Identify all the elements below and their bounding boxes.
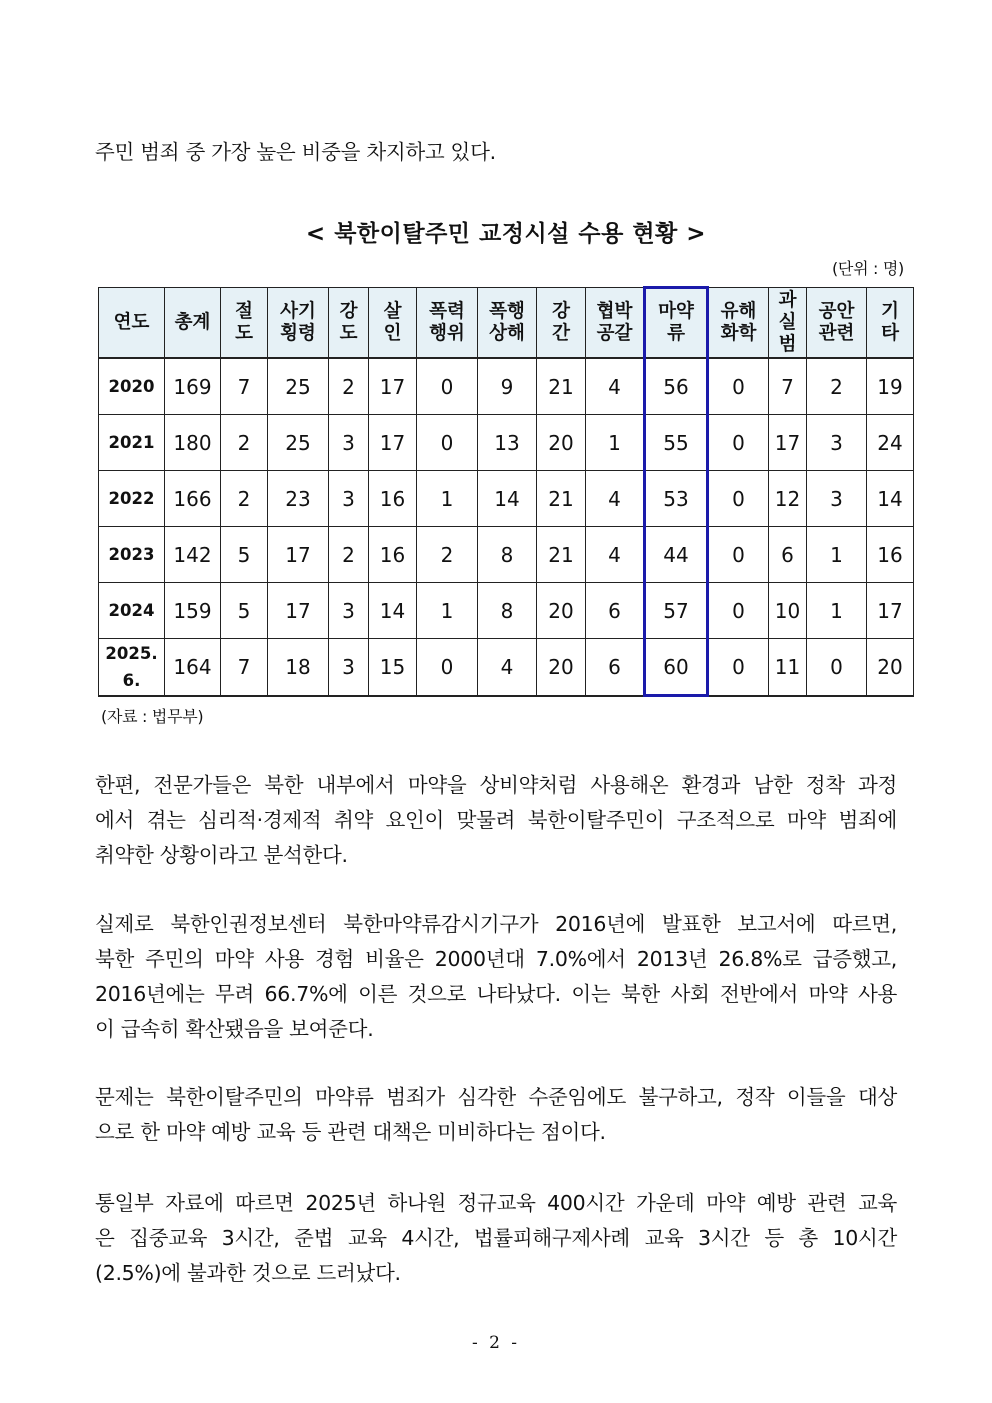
table-cell: 17 bbox=[369, 358, 417, 415]
table-cell: 3 bbox=[329, 583, 369, 639]
table-cell: 17 bbox=[867, 583, 914, 639]
table-cell: 19 bbox=[867, 358, 914, 415]
table-cell: 18 bbox=[268, 639, 329, 696]
table-cell: 9 bbox=[478, 358, 537, 415]
table-cell: 16 bbox=[369, 471, 417, 527]
table-cell: 0 bbox=[417, 639, 478, 696]
column-header bbox=[867, 288, 914, 359]
table-cell: 6 bbox=[586, 583, 645, 639]
column-header-text: 총계 bbox=[174, 311, 211, 333]
table-cell: 57 bbox=[645, 583, 708, 639]
table-cell: 55 bbox=[645, 415, 708, 471]
table-cell: 159 bbox=[165, 583, 221, 639]
column-header-text: 화학 bbox=[720, 322, 757, 344]
column-header bbox=[329, 288, 369, 359]
paragraph-line: 취약한 상황이라고 분석한다. bbox=[95, 843, 348, 867]
column-header-text: 도 bbox=[339, 322, 358, 344]
table-cell: 20 bbox=[537, 583, 586, 639]
source-note: (자료 : 법무부) bbox=[101, 707, 204, 726]
column-header bbox=[165, 288, 221, 359]
table-cell: 21 bbox=[537, 358, 586, 415]
table-cell: 5 bbox=[221, 527, 268, 583]
column-header bbox=[586, 288, 645, 359]
paragraph-education-hours bbox=[95, 1186, 897, 1291]
column-header bbox=[417, 288, 478, 359]
column-header-text: 기 bbox=[881, 300, 899, 322]
table-cell: 142 bbox=[165, 527, 221, 583]
table-cell: 25 bbox=[268, 415, 329, 471]
table-cell: 180 bbox=[165, 415, 221, 471]
table-cell: 14 bbox=[369, 583, 417, 639]
year-cell: 2025. 6. bbox=[99, 639, 165, 696]
column-header-text: 관련 bbox=[818, 322, 855, 344]
table-cell: 2 bbox=[329, 527, 369, 583]
table-cell: 14 bbox=[478, 471, 537, 527]
table-cell: 21 bbox=[537, 471, 586, 527]
table-cell: 23 bbox=[268, 471, 329, 527]
table-cell: 0 bbox=[708, 527, 769, 583]
column-header bbox=[478, 288, 537, 359]
table-cell: 2 bbox=[329, 358, 369, 415]
column-header-text: 간 bbox=[552, 322, 570, 344]
column-header-text: 상해 bbox=[489, 322, 525, 344]
paragraph-line: 북한 주민의 마약 사용 경험 비율은 2000년대 7.0%에서 2013년 26.8%로 급증했고, bbox=[95, 947, 897, 971]
inmate-statistics-table bbox=[98, 286, 914, 697]
paragraph-line: 에서 겪는 심리적·경제적 취약 요인이 맞물려 북한이탈주민이 구조적으로 마약 범죄에 bbox=[95, 808, 897, 832]
column-header-text: 타 bbox=[881, 322, 899, 344]
column-header-text: 과 bbox=[778, 289, 797, 311]
table-cell: 2 bbox=[221, 471, 268, 527]
column-header-text: 절 bbox=[235, 300, 253, 322]
column-header-text: 유해 bbox=[720, 300, 757, 322]
table-title: < 북한이탈주민 교정시설 수용 현황 > bbox=[305, 221, 707, 247]
paragraph-line: 2016년에는 무려 66.7%에 이른 것으로 나타났다. 이는 북한 사회 전반에서 마약 사용 bbox=[95, 982, 897, 1006]
table-cell: 3 bbox=[329, 471, 369, 527]
table-cell: 3 bbox=[329, 415, 369, 471]
table-cell: 2 bbox=[417, 527, 478, 583]
table-row bbox=[99, 639, 914, 696]
column-header-text: 공안 bbox=[818, 300, 855, 322]
table-cell: 6 bbox=[769, 527, 807, 583]
year-cell: 2023 bbox=[99, 527, 165, 583]
column-header bbox=[369, 288, 417, 359]
table-row bbox=[99, 471, 914, 527]
table-cell: 1 bbox=[807, 527, 867, 583]
table-cell: 8 bbox=[478, 527, 537, 583]
table-cell: 0 bbox=[708, 471, 769, 527]
unit-note: (단위 : 명) bbox=[831, 259, 904, 278]
column-header bbox=[769, 288, 807, 359]
column-header-text: 강 bbox=[552, 300, 570, 322]
table-cell: 4 bbox=[586, 527, 645, 583]
column-header-text: 행위 bbox=[429, 322, 465, 344]
table-header-row bbox=[99, 288, 914, 359]
table-cell: 169 bbox=[165, 358, 221, 415]
column-header-text: 류 bbox=[667, 323, 685, 344]
column-header bbox=[645, 288, 708, 359]
table-cell: 0 bbox=[417, 358, 478, 415]
paragraph-line: 실제로 북한인권정보센터 북한마약류감시기구가 2016년에 발표한 보고서에 따르면, bbox=[95, 912, 897, 936]
table-cell: 17 bbox=[769, 415, 807, 471]
column-header-text: 협박 bbox=[596, 300, 633, 322]
column-header-text: 폭력 bbox=[429, 300, 465, 322]
column-header bbox=[537, 288, 586, 359]
table-cell: 13 bbox=[478, 415, 537, 471]
table-cell: 5 bbox=[221, 583, 268, 639]
column-header-text: 폭행 bbox=[489, 300, 525, 322]
table-cell: 0 bbox=[807, 639, 867, 696]
intro-text: 주민 범죄 중 가장 높은 비중을 차지하고 있다. bbox=[95, 140, 496, 164]
table-cell: 7 bbox=[221, 358, 268, 415]
table-cell: 17 bbox=[268, 583, 329, 639]
table-cell: 0 bbox=[708, 415, 769, 471]
table-cell: 4 bbox=[586, 358, 645, 415]
table-cell: 15 bbox=[369, 639, 417, 696]
column-header bbox=[268, 288, 329, 359]
paragraph-experts-analysis bbox=[95, 768, 897, 873]
table-row bbox=[99, 583, 914, 639]
paragraph-line: 문제는 북한이탈주민의 마약류 범죄가 심각한 수준임에도 불구하고, 정작 이들을 대상 bbox=[95, 1085, 897, 1109]
paragraph-survey-report bbox=[95, 907, 897, 1047]
table-cell: 0 bbox=[708, 639, 769, 696]
column-header-text: 실 bbox=[778, 311, 797, 333]
table-cell: 53 bbox=[645, 471, 708, 527]
table-cell: 8 bbox=[478, 583, 537, 639]
table-cell: 56 bbox=[645, 358, 708, 415]
table-cell: 7 bbox=[769, 358, 807, 415]
table-cell: 20 bbox=[537, 415, 586, 471]
table-cell: 44 bbox=[645, 527, 708, 583]
table-cell: 17 bbox=[268, 527, 329, 583]
table-cell: 3 bbox=[807, 415, 867, 471]
table-cell: 20 bbox=[537, 639, 586, 696]
table-cell: 14 bbox=[867, 471, 914, 527]
table-cell: 0 bbox=[417, 415, 478, 471]
table-cell: 0 bbox=[708, 358, 769, 415]
table-cell: 166 bbox=[165, 471, 221, 527]
table-row bbox=[99, 358, 914, 415]
table-cell: 3 bbox=[329, 639, 369, 696]
table-cell: 20 bbox=[867, 639, 914, 696]
table-cell: 11 bbox=[769, 639, 807, 696]
column-header-text: 연도 bbox=[113, 311, 150, 333]
table-cell: 16 bbox=[867, 527, 914, 583]
column-header-text: 범 bbox=[778, 333, 797, 355]
year-cell: 2020 bbox=[99, 358, 165, 415]
column-header-text: 횡령 bbox=[280, 322, 316, 344]
table-row bbox=[99, 415, 914, 471]
year-cell: 2022 bbox=[99, 471, 165, 527]
table-cell: 2 bbox=[807, 358, 867, 415]
paragraph-line: 통일부 자료에 따르면 2025년 하나원 정규교육 400시간 가운데 마약 예방 관련 교육 bbox=[95, 1191, 897, 1215]
table-cell: 21 bbox=[537, 527, 586, 583]
column-header-text: 마약 bbox=[658, 301, 694, 322]
paragraph-line: 은 집중교육 3시간, 준법 교육 4시간, 법률피해구제사례 교육 3시간 등 총 10시간 bbox=[95, 1226, 897, 1250]
paragraph-line: 으로 한 마약 예방 교육 등 관련 대책은 미비하다는 점이다. bbox=[95, 1120, 606, 1144]
paragraph-line: (2.5%)에 불과한 것으로 드러났다. bbox=[95, 1261, 401, 1285]
table-cell: 12 bbox=[769, 471, 807, 527]
table-cell: 1 bbox=[586, 415, 645, 471]
table-cell: 10 bbox=[769, 583, 807, 639]
column-header-text: 인 bbox=[383, 322, 402, 344]
table-cell: 24 bbox=[867, 415, 914, 471]
table-cell: 25 bbox=[268, 358, 329, 415]
column-header bbox=[221, 288, 268, 359]
table-cell: 17 bbox=[369, 415, 417, 471]
table-cell: 7 bbox=[221, 639, 268, 696]
column-header bbox=[807, 288, 867, 359]
paragraph-line: 한편, 전문가들은 북한 내부에서 마약을 상비약처럼 사용해온 환경과 남한 정착 과정 bbox=[95, 773, 897, 797]
table-row bbox=[99, 527, 914, 583]
column-header-text: 공갈 bbox=[596, 322, 633, 344]
paragraph-problem-statement bbox=[95, 1080, 897, 1150]
page-number: - 2 - bbox=[471, 1333, 521, 1353]
paragraph-line: 이 급속히 확산됐음을 보여준다. bbox=[95, 1017, 374, 1041]
table-cell: 164 bbox=[165, 639, 221, 696]
year-cell: 2024 bbox=[99, 583, 165, 639]
table-cell: 0 bbox=[708, 583, 769, 639]
column-header-text: 사기 bbox=[280, 300, 316, 322]
table-cell: 60 bbox=[645, 639, 708, 696]
column-header bbox=[708, 288, 769, 359]
column-header-text: 살 bbox=[383, 300, 402, 322]
table-cell: 4 bbox=[586, 471, 645, 527]
table-cell: 6 bbox=[586, 639, 645, 696]
table-cell: 1 bbox=[417, 471, 478, 527]
column-header-text: 도 bbox=[235, 322, 253, 344]
column-header bbox=[99, 288, 165, 359]
table-cell: 3 bbox=[807, 471, 867, 527]
table-cell: 1 bbox=[807, 583, 867, 639]
table-cell: 1 bbox=[417, 583, 478, 639]
year-cell: 2021 bbox=[99, 415, 165, 471]
column-header-text: 강 bbox=[339, 300, 358, 322]
table-cell: 4 bbox=[478, 639, 537, 696]
table-cell: 16 bbox=[369, 527, 417, 583]
table-cell: 2 bbox=[221, 415, 268, 471]
